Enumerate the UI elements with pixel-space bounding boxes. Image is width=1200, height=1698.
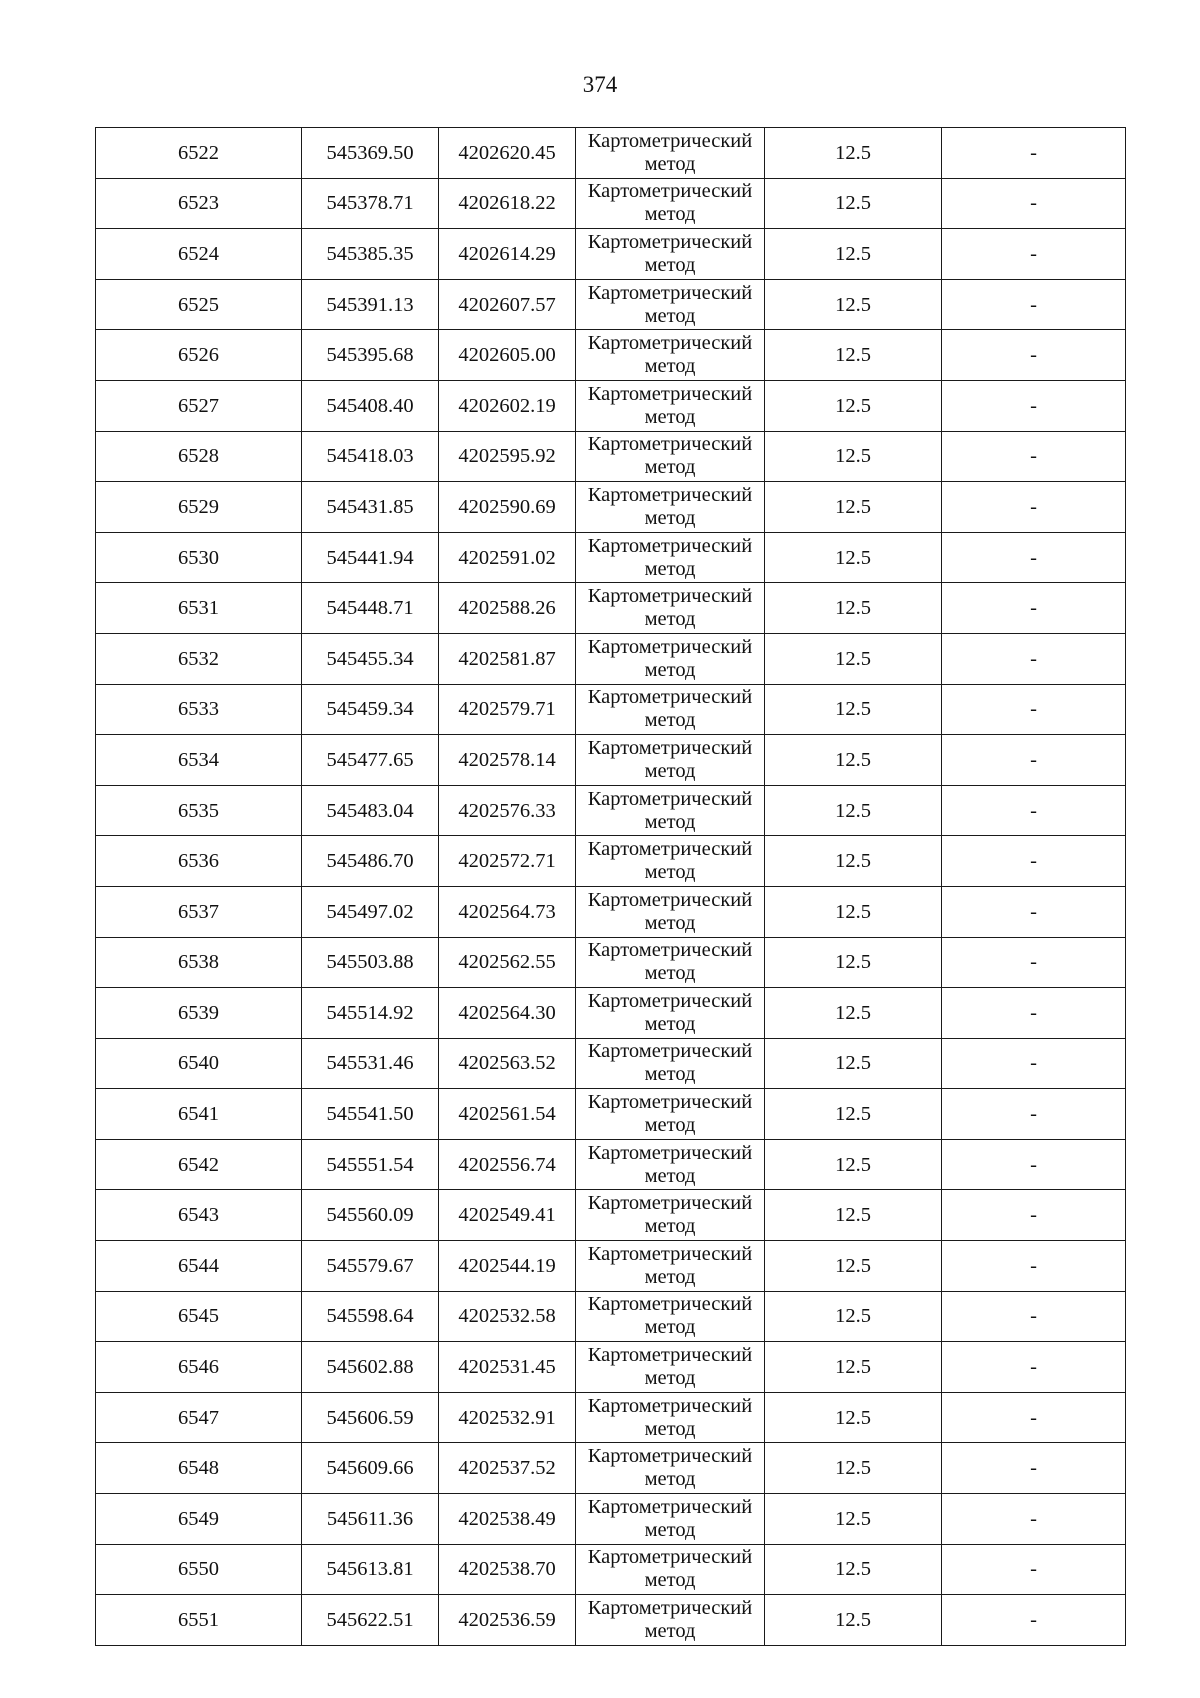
- method-line-2: метод: [644, 1316, 696, 1339]
- method-line-2: метод: [644, 1518, 696, 1541]
- y-coordinate-cell: 4202563.52: [439, 1038, 576, 1089]
- note-cell: -: [942, 1595, 1126, 1646]
- method-cell: [576, 1038, 765, 1089]
- method-line-1: Картометрический: [587, 1597, 753, 1620]
- accuracy-cell: 12.5: [765, 380, 942, 431]
- method-line-1: Картометрический: [587, 332, 753, 355]
- x-coordinate-cell: 545560.09: [302, 1190, 439, 1241]
- y-coordinate-cell: 4202588.26: [439, 583, 576, 634]
- point-number-cell: 6543: [96, 1190, 302, 1241]
- point-number-cell: 6536: [96, 836, 302, 887]
- point-number-cell: 6549: [96, 1494, 302, 1545]
- table-row: [96, 330, 1126, 381]
- note-cell: -: [942, 633, 1126, 684]
- coordinates-table: [95, 127, 1126, 1646]
- accuracy-cell: 12.5: [765, 229, 942, 280]
- accuracy-cell: 12.5: [765, 482, 942, 533]
- table-row: [96, 1139, 1126, 1190]
- note-cell: -: [942, 1089, 1126, 1140]
- x-coordinate-cell: 545514.92: [302, 988, 439, 1039]
- y-coordinate-cell: 4202532.91: [439, 1392, 576, 1443]
- table-row: [96, 1190, 1126, 1241]
- method-line-2: метод: [644, 1164, 696, 1187]
- method-line-2: метод: [644, 1468, 696, 1491]
- y-coordinate-cell: 4202549.41: [439, 1190, 576, 1241]
- table-row: [96, 633, 1126, 684]
- x-coordinate-cell: 545441.94: [302, 532, 439, 583]
- x-coordinate-cell: 545455.34: [302, 633, 439, 684]
- point-number-cell: 6524: [96, 229, 302, 280]
- accuracy-cell: 12.5: [765, 1544, 942, 1595]
- note-cell: -: [942, 279, 1126, 330]
- method-line-2: метод: [644, 253, 696, 276]
- method-line-2: метод: [644, 355, 696, 378]
- method-line-2: метод: [644, 1063, 696, 1086]
- y-coordinate-cell: 4202578.14: [439, 735, 576, 786]
- table-row: [96, 988, 1126, 1039]
- method-line-1: Картометрический: [587, 939, 753, 962]
- method-cell: [576, 1392, 765, 1443]
- point-number-cell: 6545: [96, 1291, 302, 1342]
- table-row: [96, 482, 1126, 533]
- y-coordinate-cell: 4202564.73: [439, 886, 576, 937]
- x-coordinate-cell: 545395.68: [302, 330, 439, 381]
- note-cell: -: [942, 735, 1126, 786]
- x-coordinate-cell: 545579.67: [302, 1241, 439, 1292]
- method-cell: [576, 886, 765, 937]
- note-cell: -: [942, 937, 1126, 988]
- x-coordinate-cell: 545602.88: [302, 1342, 439, 1393]
- method-line-1: Картометрический: [587, 1495, 753, 1518]
- method-line-1: Картометрический: [587, 1445, 753, 1468]
- table-row: [96, 128, 1126, 179]
- x-coordinate-cell: 545408.40: [302, 380, 439, 431]
- method-line-1: Картометрический: [587, 585, 753, 608]
- method-line-1: Картометрический: [587, 736, 753, 759]
- method-line-2: метод: [644, 1620, 696, 1643]
- accuracy-cell: 12.5: [765, 1443, 942, 1494]
- method-line-2: метод: [644, 608, 696, 631]
- method-line-2: метод: [644, 1114, 696, 1137]
- method-cell: [576, 482, 765, 533]
- table-row: [96, 380, 1126, 431]
- method-line-1: Картометрический: [587, 180, 753, 203]
- note-cell: -: [942, 1291, 1126, 1342]
- point-number-cell: 6527: [96, 380, 302, 431]
- accuracy-cell: 12.5: [765, 836, 942, 887]
- method-cell: [576, 988, 765, 1039]
- method-line-1: Картометрический: [587, 1293, 753, 1316]
- x-coordinate-cell: 545391.13: [302, 279, 439, 330]
- y-coordinate-cell: 4202561.54: [439, 1089, 576, 1140]
- method-cell: [576, 1241, 765, 1292]
- method-line-2: метод: [644, 1265, 696, 1288]
- x-coordinate-cell: 545486.70: [302, 836, 439, 887]
- note-cell: -: [942, 684, 1126, 735]
- point-number-cell: 6532: [96, 633, 302, 684]
- method-line-2: метод: [644, 506, 696, 529]
- note-cell: -: [942, 229, 1126, 280]
- x-coordinate-cell: 545598.64: [302, 1291, 439, 1342]
- x-coordinate-cell: 545483.04: [302, 785, 439, 836]
- table-row: [96, 1544, 1126, 1595]
- y-coordinate-cell: 4202618.22: [439, 178, 576, 229]
- x-coordinate-cell: 545497.02: [302, 886, 439, 937]
- method-line-1: Картометрический: [587, 635, 753, 658]
- point-number-cell: 6539: [96, 988, 302, 1039]
- method-line-2: метод: [644, 759, 696, 782]
- y-coordinate-cell: 4202537.52: [439, 1443, 576, 1494]
- point-number-cell: 6534: [96, 735, 302, 786]
- x-coordinate-cell: 545541.50: [302, 1089, 439, 1140]
- y-coordinate-cell: 4202620.45: [439, 128, 576, 179]
- point-number-cell: 6533: [96, 684, 302, 735]
- method-cell: [576, 1190, 765, 1241]
- method-cell: [576, 1595, 765, 1646]
- accuracy-cell: 12.5: [765, 1392, 942, 1443]
- method-line-2: метод: [644, 405, 696, 428]
- x-coordinate-cell: 545606.59: [302, 1392, 439, 1443]
- method-line-1: Картометрический: [587, 787, 753, 810]
- method-cell: [576, 633, 765, 684]
- method-line-1: Картометрический: [587, 838, 753, 861]
- x-coordinate-cell: 545385.35: [302, 229, 439, 280]
- y-coordinate-cell: 4202538.70: [439, 1544, 576, 1595]
- method-line-1: Картометрический: [587, 1242, 753, 1265]
- method-cell: [576, 1544, 765, 1595]
- x-coordinate-cell: 545609.66: [302, 1443, 439, 1494]
- method-line-2: метод: [644, 1417, 696, 1440]
- table-row: [96, 785, 1126, 836]
- x-coordinate-cell: 545369.50: [302, 128, 439, 179]
- x-coordinate-cell: 545378.71: [302, 178, 439, 229]
- point-number-cell: 6530: [96, 532, 302, 583]
- point-number-cell: 6540: [96, 1038, 302, 1089]
- note-cell: -: [942, 988, 1126, 1039]
- y-coordinate-cell: 4202602.19: [439, 380, 576, 431]
- method-cell: [576, 1494, 765, 1545]
- y-coordinate-cell: 4202556.74: [439, 1139, 576, 1190]
- accuracy-cell: 12.5: [765, 1139, 942, 1190]
- table-row: [96, 1038, 1126, 1089]
- y-coordinate-cell: 4202538.49: [439, 1494, 576, 1545]
- accuracy-cell: 12.5: [765, 583, 942, 634]
- note-cell: -: [942, 1038, 1126, 1089]
- accuracy-cell: 12.5: [765, 532, 942, 583]
- accuracy-cell: 12.5: [765, 330, 942, 381]
- method-line-1: Картометрический: [587, 1546, 753, 1569]
- note-cell: -: [942, 128, 1126, 179]
- table-row: [96, 431, 1126, 482]
- method-cell: [576, 128, 765, 179]
- method-line-2: метод: [644, 1012, 696, 1035]
- accuracy-cell: 12.5: [765, 1595, 942, 1646]
- y-coordinate-cell: 4202595.92: [439, 431, 576, 482]
- method-line-2: метод: [644, 152, 696, 175]
- accuracy-cell: 12.5: [765, 431, 942, 482]
- table-row: [96, 886, 1126, 937]
- table-row: [96, 735, 1126, 786]
- method-line-1: Картометрический: [587, 888, 753, 911]
- table-row: [96, 1089, 1126, 1140]
- method-cell: [576, 431, 765, 482]
- accuracy-cell: 12.5: [765, 937, 942, 988]
- y-coordinate-cell: 4202591.02: [439, 532, 576, 583]
- point-number-cell: 6541: [96, 1089, 302, 1140]
- method-line-2: метод: [644, 456, 696, 479]
- method-cell: [576, 735, 765, 786]
- x-coordinate-cell: 545613.81: [302, 1544, 439, 1595]
- method-cell: [576, 1291, 765, 1342]
- table-row: [96, 178, 1126, 229]
- method-cell: [576, 1089, 765, 1140]
- method-line-2: метод: [644, 557, 696, 580]
- note-cell: -: [942, 532, 1126, 583]
- accuracy-cell: 12.5: [765, 633, 942, 684]
- accuracy-cell: 12.5: [765, 684, 942, 735]
- point-number-cell: 6531: [96, 583, 302, 634]
- point-number-cell: 6529: [96, 482, 302, 533]
- x-coordinate-cell: 545418.03: [302, 431, 439, 482]
- method-line-2: метод: [644, 203, 696, 226]
- method-line-1: Картометрический: [587, 1344, 753, 1367]
- table-row: [96, 937, 1126, 988]
- method-cell: [576, 279, 765, 330]
- accuracy-cell: 12.5: [765, 178, 942, 229]
- method-cell: [576, 785, 765, 836]
- y-coordinate-cell: 4202536.59: [439, 1595, 576, 1646]
- y-coordinate-cell: 4202576.33: [439, 785, 576, 836]
- method-line-2: метод: [644, 304, 696, 327]
- note-cell: -: [942, 836, 1126, 887]
- method-cell: [576, 937, 765, 988]
- accuracy-cell: 12.5: [765, 1038, 942, 1089]
- method-line-1: Картометрический: [587, 1394, 753, 1417]
- accuracy-cell: 12.5: [765, 1291, 942, 1342]
- y-coordinate-cell: 4202531.45: [439, 1342, 576, 1393]
- method-cell: [576, 583, 765, 634]
- point-number-cell: 6522: [96, 128, 302, 179]
- point-number-cell: 6551: [96, 1595, 302, 1646]
- method-cell: [576, 532, 765, 583]
- method-line-1: Картометрический: [587, 281, 753, 304]
- point-number-cell: 6523: [96, 178, 302, 229]
- y-coordinate-cell: 4202607.57: [439, 279, 576, 330]
- table-row: [96, 684, 1126, 735]
- method-line-1: Картометрический: [587, 686, 753, 709]
- method-cell: [576, 836, 765, 887]
- method-line-1: Картометрический: [587, 382, 753, 405]
- table-row: [96, 1342, 1126, 1393]
- y-coordinate-cell: 4202564.30: [439, 988, 576, 1039]
- table-row: [96, 1443, 1126, 1494]
- accuracy-cell: 12.5: [765, 1089, 942, 1140]
- note-cell: -: [942, 1139, 1126, 1190]
- point-number-cell: 6537: [96, 886, 302, 937]
- x-coordinate-cell: 545503.88: [302, 937, 439, 988]
- method-line-1: Картометрический: [587, 1192, 753, 1215]
- method-line-1: Картометрический: [587, 129, 753, 152]
- method-line-1: Картометрический: [587, 1091, 753, 1114]
- x-coordinate-cell: 545611.36: [302, 1494, 439, 1545]
- point-number-cell: 6525: [96, 279, 302, 330]
- x-coordinate-cell: 545551.54: [302, 1139, 439, 1190]
- y-coordinate-cell: 4202544.19: [439, 1241, 576, 1292]
- note-cell: -: [942, 1443, 1126, 1494]
- x-coordinate-cell: 545477.65: [302, 735, 439, 786]
- method-line-2: метод: [644, 861, 696, 884]
- y-coordinate-cell: 4202614.29: [439, 229, 576, 280]
- y-coordinate-cell: 4202562.55: [439, 937, 576, 988]
- method-cell: [576, 1139, 765, 1190]
- y-coordinate-cell: 4202532.58: [439, 1291, 576, 1342]
- point-number-cell: 6544: [96, 1241, 302, 1292]
- accuracy-cell: 12.5: [765, 785, 942, 836]
- point-number-cell: 6546: [96, 1342, 302, 1393]
- note-cell: -: [942, 1190, 1126, 1241]
- accuracy-cell: 12.5: [765, 1190, 942, 1241]
- x-coordinate-cell: 545459.34: [302, 684, 439, 735]
- accuracy-cell: 12.5: [765, 988, 942, 1039]
- method-cell: [576, 684, 765, 735]
- method-line-2: метод: [644, 1367, 696, 1390]
- method-line-1: Картометрический: [587, 1141, 753, 1164]
- method-line-1: Картометрический: [587, 1040, 753, 1063]
- accuracy-cell: 12.5: [765, 735, 942, 786]
- method-cell: [576, 330, 765, 381]
- note-cell: -: [942, 380, 1126, 431]
- x-coordinate-cell: 545531.46: [302, 1038, 439, 1089]
- y-coordinate-cell: 4202590.69: [439, 482, 576, 533]
- note-cell: -: [942, 1494, 1126, 1545]
- method-line-2: метод: [644, 911, 696, 934]
- table-body: [96, 128, 1126, 1646]
- table-row: [96, 532, 1126, 583]
- point-number-cell: 6542: [96, 1139, 302, 1190]
- point-number-cell: 6547: [96, 1392, 302, 1443]
- note-cell: -: [942, 1241, 1126, 1292]
- method-cell: [576, 178, 765, 229]
- method-line-2: метод: [644, 962, 696, 985]
- note-cell: -: [942, 1342, 1126, 1393]
- accuracy-cell: 12.5: [765, 1494, 942, 1545]
- note-cell: -: [942, 1392, 1126, 1443]
- note-cell: -: [942, 785, 1126, 836]
- method-line-2: метод: [644, 709, 696, 732]
- point-number-cell: 6550: [96, 1544, 302, 1595]
- note-cell: -: [942, 178, 1126, 229]
- page-number: 374: [582, 72, 618, 97]
- method-line-2: метод: [644, 658, 696, 681]
- x-coordinate-cell: 545622.51: [302, 1595, 439, 1646]
- accuracy-cell: 12.5: [765, 886, 942, 937]
- method-line-1: Картометрический: [587, 534, 753, 557]
- method-cell: [576, 1342, 765, 1393]
- table-row: [96, 1291, 1126, 1342]
- accuracy-cell: 12.5: [765, 279, 942, 330]
- point-number-cell: 6528: [96, 431, 302, 482]
- note-cell: -: [942, 1544, 1126, 1595]
- note-cell: -: [942, 583, 1126, 634]
- table-row: [96, 583, 1126, 634]
- y-coordinate-cell: 4202579.71: [439, 684, 576, 735]
- point-number-cell: 6538: [96, 937, 302, 988]
- method-line-2: метод: [644, 1569, 696, 1592]
- accuracy-cell: 12.5: [765, 1342, 942, 1393]
- note-cell: -: [942, 431, 1126, 482]
- table-row: [96, 1494, 1126, 1545]
- method-cell: [576, 1443, 765, 1494]
- x-coordinate-cell: 545431.85: [302, 482, 439, 533]
- note-cell: -: [942, 482, 1126, 533]
- y-coordinate-cell: 4202581.87: [439, 633, 576, 684]
- note-cell: -: [942, 886, 1126, 937]
- method-cell: [576, 380, 765, 431]
- table-row: [96, 1241, 1126, 1292]
- table-row: [96, 1392, 1126, 1443]
- x-coordinate-cell: 545448.71: [302, 583, 439, 634]
- point-number-cell: 6526: [96, 330, 302, 381]
- note-cell: -: [942, 330, 1126, 381]
- table-row: [96, 1595, 1126, 1646]
- method-line-2: метод: [644, 810, 696, 833]
- table-row: [96, 279, 1126, 330]
- method-line-1: Картометрический: [587, 230, 753, 253]
- method-line-2: метод: [644, 1215, 696, 1238]
- method-line-1: Картометрический: [587, 989, 753, 1012]
- method-line-1: Картометрический: [587, 433, 753, 456]
- table-row: [96, 229, 1126, 280]
- y-coordinate-cell: 4202572.71: [439, 836, 576, 887]
- point-number-cell: 6535: [96, 785, 302, 836]
- accuracy-cell: 12.5: [765, 128, 942, 179]
- table-row: [96, 836, 1126, 887]
- method-line-1: Картометрический: [587, 483, 753, 506]
- point-number-cell: 6548: [96, 1443, 302, 1494]
- method-cell: [576, 229, 765, 280]
- y-coordinate-cell: 4202605.00: [439, 330, 576, 381]
- accuracy-cell: 12.5: [765, 1241, 942, 1292]
